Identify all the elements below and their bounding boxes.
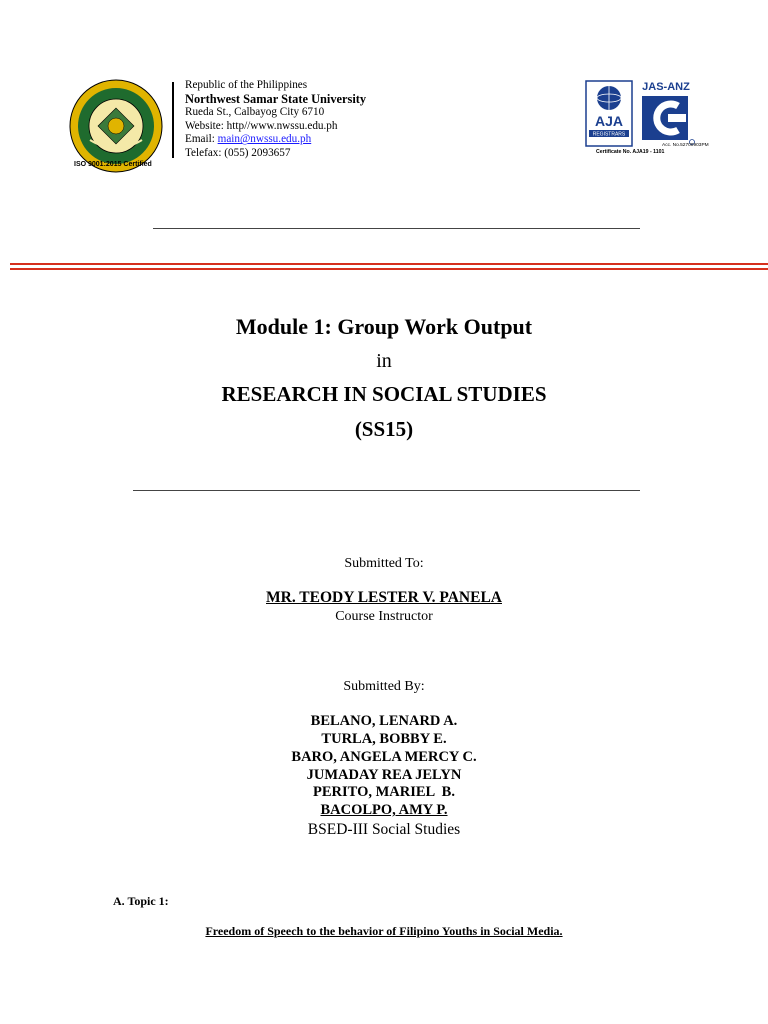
jas-anz-logo-icon — [638, 80, 698, 146]
submitted-to-label: Submitted To: — [344, 556, 424, 571]
aja-subtext: REGISTRARS — [592, 131, 626, 138]
country-line: Republic of the Philippines — [185, 79, 308, 91]
university-name: Northwest Samar State University — [185, 91, 367, 106]
aja-registrars-logo-icon — [585, 80, 633, 147]
email-label: Email: — [185, 133, 218, 146]
title-rule-line — [133, 490, 640, 491]
member-name: JUMADAY REA JELYN — [306, 767, 462, 783]
accreditation-number: Acc. No.52700903PM — [662, 143, 709, 148]
member-name: PERITO, MARIEL B. — [313, 784, 455, 800]
university-header — [185, 79, 366, 161]
course-code: (SS15) — [354, 417, 414, 441]
module-title: Module 1: Group Work Output — [235, 314, 533, 339]
topic-label: A. Topic 1: — [113, 894, 169, 908]
topic-text: Freedom of Speech to the behavior of Filipino Youths in Social Media. — [205, 924, 563, 938]
instructor-role: Course Instructor — [335, 609, 433, 624]
instructor-name: MR. TEODY LESTER V. PANELA — [266, 589, 502, 606]
university-seal-icon — [68, 78, 164, 174]
course-section: BSED-III Social Studies — [307, 821, 461, 838]
certificate-number: Certificate No. AJA19 - 1101 — [596, 149, 665, 155]
iso-caption: ISO 9001:2015 Certified — [74, 161, 152, 168]
header-rule-line — [153, 228, 640, 229]
email-link[interactable]: main@nwssu.edu.ph — [217, 133, 312, 146]
email-line — [185, 133, 366, 147]
member-name: BELANO, LENARD A. — [310, 713, 458, 729]
member-name: BARO, ANGELA MERCY C. — [291, 749, 477, 765]
title-connector: in — [376, 350, 392, 372]
jasanz-text: JAS-ANZ — [642, 81, 690, 93]
website-line: Website: http//www.nwssu.edu.ph — [185, 119, 338, 132]
header-divider — [172, 82, 174, 158]
submitted-by-label: Submitted By: — [343, 679, 425, 694]
aja-text: AJA — [594, 113, 624, 129]
course-title: RESEARCH IN SOCIAL STUDIES — [221, 382, 547, 406]
telefax-line: Telefax: (055) 2093657 — [185, 146, 291, 159]
member-name: TURLA, BOBBY E. — [321, 731, 447, 747]
address-line: Rueda St., Calbayog City 6710 — [185, 106, 325, 119]
member-name — [0, 802, 768, 819]
red-divider-band — [10, 263, 768, 270]
member-name-underlined: BACOLPO, AMY P. — [320, 802, 448, 818]
